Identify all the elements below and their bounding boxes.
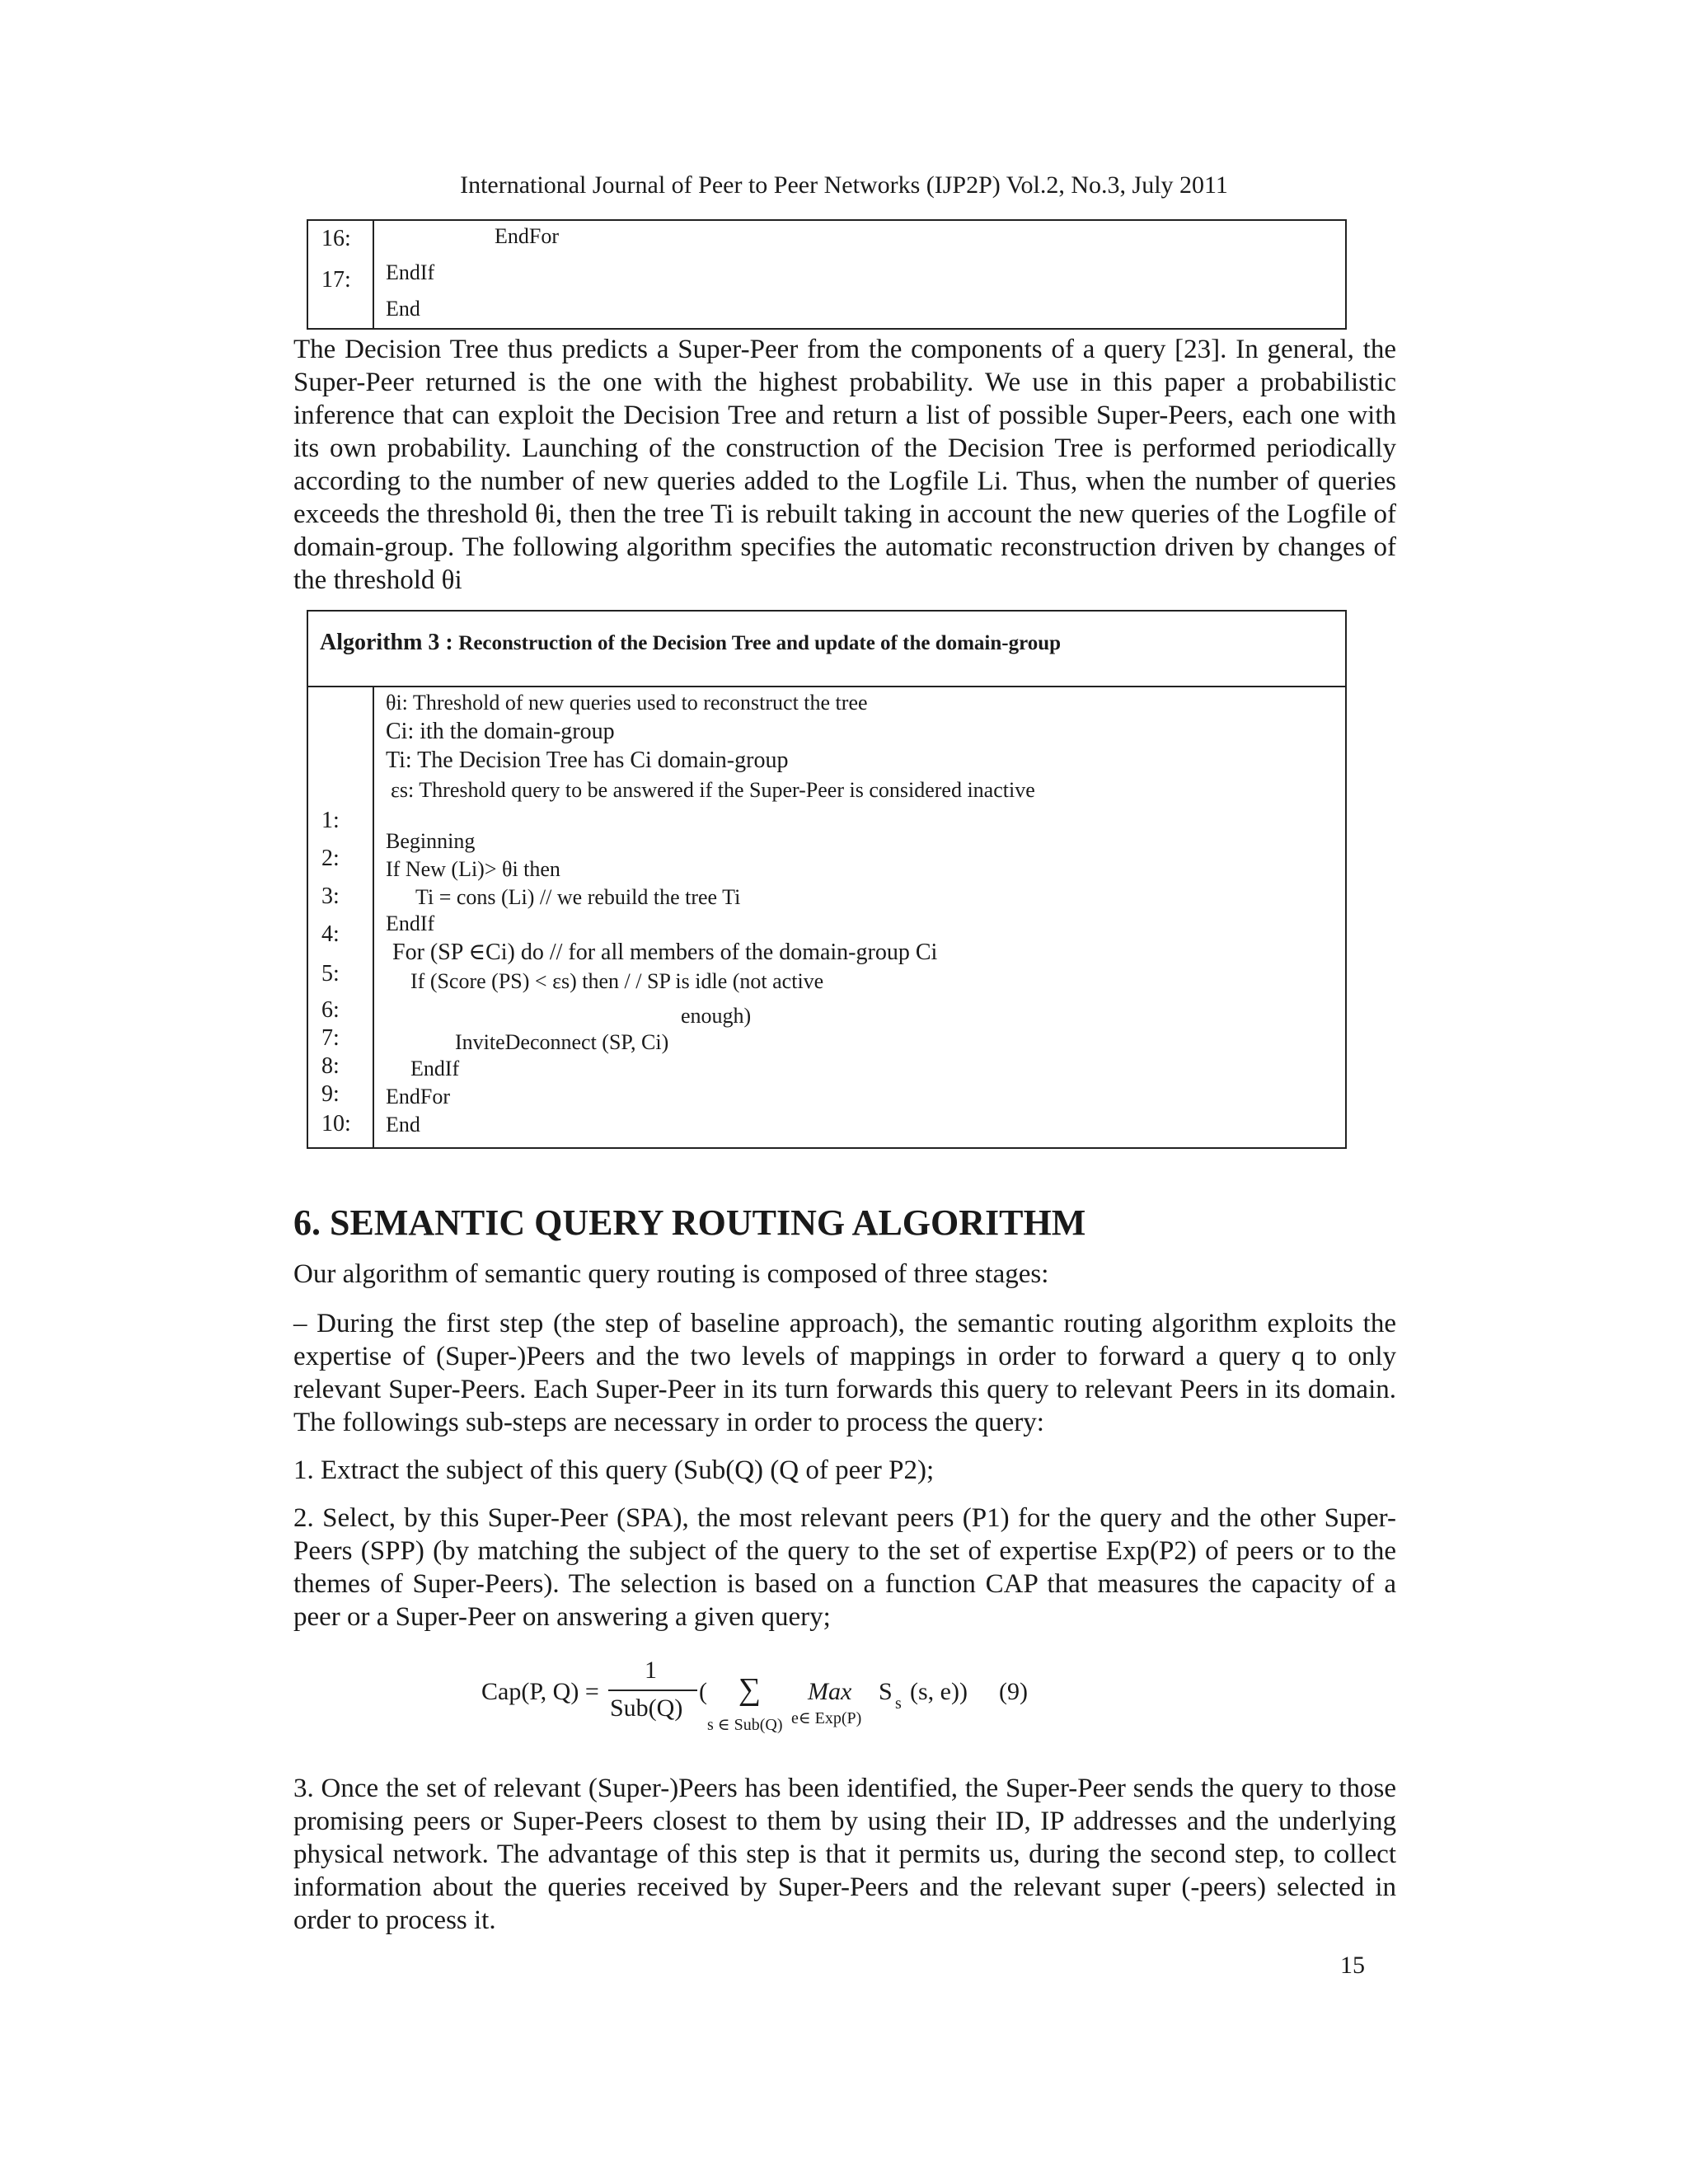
equation-denominator: Sub(Q) [610, 1694, 683, 1722]
max-subscript: e∈ Exp(P) [791, 1709, 862, 1727]
equation-cap [0, 1657, 1688, 1747]
definition-ci: Ci: ith the domain-group [386, 719, 615, 744]
equation-number: (9) [999, 1678, 1028, 1705]
algorithm-end-table [307, 219, 1347, 330]
line-number: 6: [321, 997, 340, 1023]
code-line: InviteDeconnect (SP, Ci) [455, 1030, 669, 1054]
line-number-16: 16: [321, 226, 351, 251]
line-number: 8: [321, 1053, 340, 1079]
similarity-symbol: S [879, 1678, 893, 1705]
code-line: EndIf [410, 1057, 460, 1080]
line-number: 10: [321, 1111, 351, 1137]
code-line: For (SP ∈Ci) do // for all members of the domain-group Ci [392, 940, 938, 965]
equation-open-paren: ( [699, 1678, 707, 1705]
max-operator: Max [808, 1678, 852, 1705]
code-line: If (Score (PS) < εs) then / / SP is idle (not active [410, 969, 824, 993]
algorithm-3-box [307, 610, 1347, 1149]
code-line: End [386, 1113, 420, 1137]
line-number: 9: [321, 1081, 340, 1107]
fraction-bar [608, 1690, 697, 1691]
code-line: EndFor [386, 1085, 450, 1108]
code-line-endfor: EndFor [495, 224, 559, 248]
line-number: 4: [321, 921, 340, 947]
similarity-subscript: s [895, 1694, 902, 1713]
definition-ti: Ti: The Decision Tree has Ci domain-group [386, 748, 789, 773]
line-number: 2: [321, 846, 340, 871]
algorithm-3-title: Reconstruction of the Decision Tree and update of the domain-group [458, 632, 1062, 654]
line-number: 1: [321, 808, 340, 833]
code-line: Beginning [386, 829, 476, 853]
paragraph-first-step: – During the first step (the step of baseline approach), the semantic routing algorithm exploits the expertise of (Super-)Peers and the two levels of mappings in order to forward a query q to only relevant Super-Peers. Each Super-Peer in its turn forwards this query to relevant Peers in its domain. The followings sub-steps are necessary in order to process the query: [293, 1309, 1396, 1437]
definition-epsilon: εs: Threshold query to be answered if the Super-Peer is considered inactive [391, 778, 1035, 802]
code-line: Ti = cons (Li) // we rebuild the tree Ti [415, 885, 741, 909]
equation-numerator: 1 [645, 1657, 657, 1684]
equation-lhs: Cap(P, Q) = [481, 1678, 599, 1705]
equation-args: (s, e)) [910, 1678, 968, 1705]
code-line: If New (Li)> θi then [386, 857, 560, 881]
sum-symbol: ∑ [738, 1672, 762, 1707]
paragraph-decision-tree: The Decision Tree thus predicts a Super-Peer from the components of a query [23]. In general, the Super-Peer returned is the one with the highest probability. We use in this paper a probabilistic inference that can exploit the Decision Tree and return a list of possible Super-Peers, each one with its own probability. Launching of the construction of the Decision Tree is performed periodically according to the number of new queries added to the Logfile Li. Thus, when the number of queries exceeds the threshold θi, then the tree Ti is rebuilt taking in account the new queries of the Logfile of domain-group. The following algorithm specifies the automatic reconstruction driven by changes of the threshold θi [293, 335, 1396, 595]
algorithm-3-caption [320, 630, 1061, 656]
paragraph-item-1: 1. Extract the subject of this query (Sub(Q) (Q of peer P2); [293, 1455, 935, 1485]
code-line: enough) [681, 1004, 752, 1028]
paragraph-intro: Our algorithm of semantic query routing is composed of three stages: [293, 1259, 1049, 1289]
page-number: 15 [1340, 1952, 1365, 1979]
line-number: 3: [321, 883, 340, 909]
line-number: 7: [321, 1025, 340, 1051]
journal-header: International Journal of Peer to Peer Networks (IJP2P) Vol.2, No.3, July 2011 [460, 171, 1228, 199]
sum-subscript: s ∈ Sub(Q) [707, 1716, 783, 1734]
code-line-endif: EndIf [386, 260, 435, 284]
code-line-end: End [386, 297, 420, 321]
algorithm-3-label: Algorithm 3 : [320, 630, 453, 655]
line-number-17: 17: [321, 267, 351, 293]
code-line: EndIf [386, 912, 435, 935]
paragraph-item-2: 2. Select, by this Super-Peer (SPA), the most relevant peers (P1) for the query and the other Super-Peers (SPP) (by matching the subject of the query to the set of expertise Exp(P2) of peers or to the themes of Super-Peers). The selection is based on a function CAP that measures the capacity of a peer or a Super-Peer on answering a given query; [293, 1503, 1396, 1632]
paragraph-item-3: 3. Once the set of relevant (Super-)Peers has been identified, the Super-Peer sends the query to those promising peers or Super-Peers closest to them by using their ID, IP addresses and the underlying physical network. The advantage of this step is that it permits us, during the second step, to collect information about the queries received by Super-Peers and the relevant super (-peers) selected in order to process it. [293, 1774, 1396, 1935]
definition-theta: θi: Threshold of new queries used to reconstruct the tree [386, 691, 868, 715]
section-heading: 6. SEMANTIC QUERY ROUTING ALGORITHM [293, 1202, 1086, 1243]
line-number: 5: [321, 961, 340, 987]
